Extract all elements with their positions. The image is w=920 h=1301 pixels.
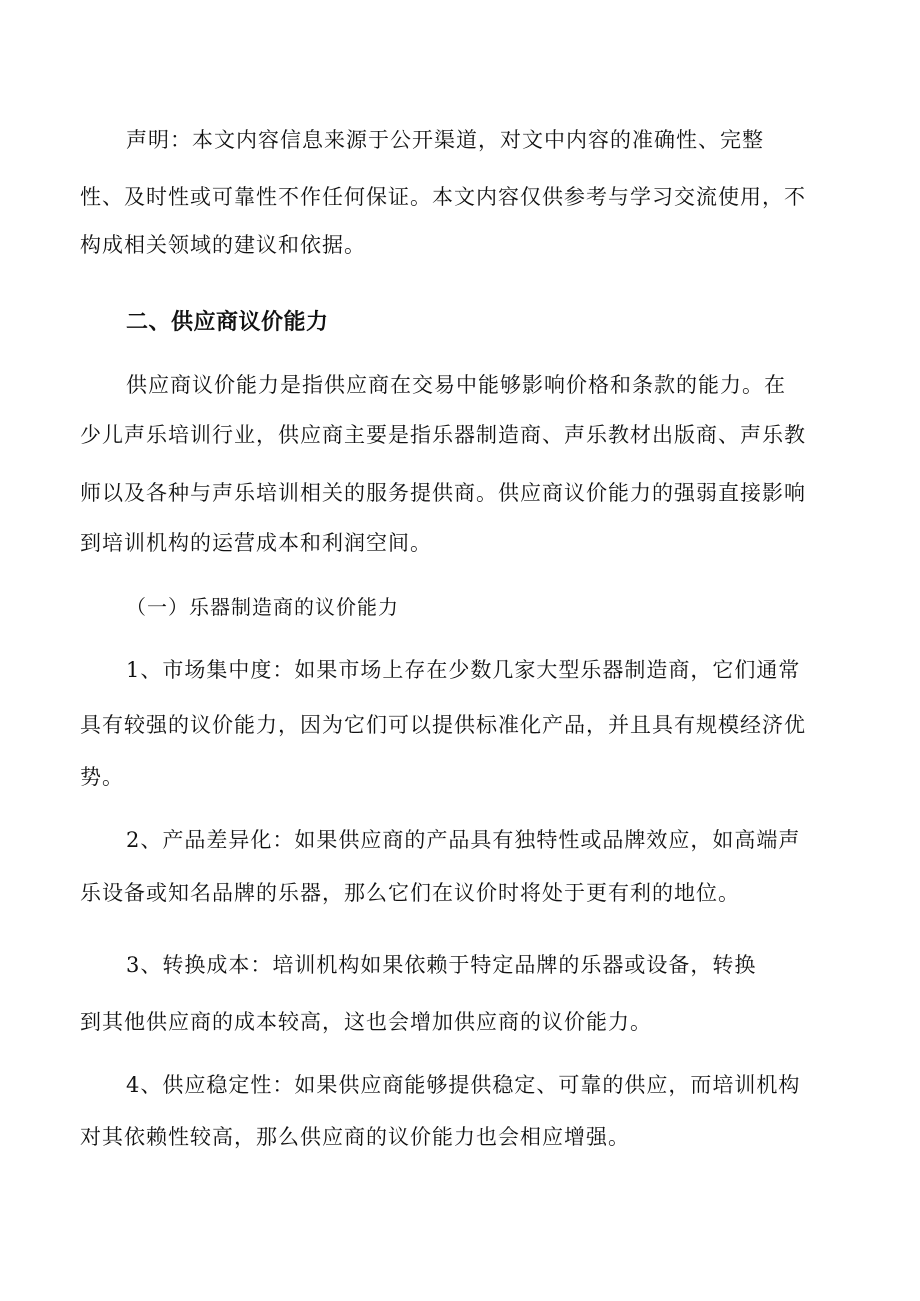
item-4-line-1: 4、供应稳定性：如果供应商能够提供稳定、可靠的供应，而培训机构 (126, 1073, 801, 1097)
item-1-line-1: 1、市场集中度：如果市场上存在少数几家大型乐器制造商，它们通常 (126, 658, 801, 682)
intro-line-3: 师以及各种与声乐培训相关的服务提供商。供应商议价能力的强弱直接影响 (80, 481, 806, 505)
intro-line-1: 供应商议价能力是指供应商在交易中能够影响价格和条款的能力。在 (126, 373, 786, 397)
section-title: 二、供应商议价能力 (126, 310, 329, 335)
disclaimer-line-3: 构成相关领域的建议和依据。 (80, 233, 366, 257)
item-3-line-2: 到其他供应商的成本较高，这也会增加供应商的议价能力。 (80, 1010, 652, 1034)
item-4-line-2: 对其依赖性较高，那么供应商的议价能力也会相应增强。 (80, 1125, 630, 1149)
intro-line-4: 到培训机构的运营成本和利润空间。 (80, 531, 432, 555)
item-2-line-1: 2、产品差异化：如果供应商的产品具有独特性或品牌效应，如高端声 (126, 828, 801, 852)
subsection-title: （一）乐器制造商的议价能力 (126, 595, 399, 619)
item-3-line-1: 3、转换成本：培训机构如果依赖于特定品牌的乐器或设备，转换 (126, 953, 757, 977)
intro-line-2: 少儿声乐培训行业，供应商主要是指乐器制造商、声乐教材出版商、声乐教 (80, 423, 806, 447)
disclaimer-line-2: 性、及时性或可靠性不作任何保证。本文内容仅供参考与学习交流使用，不 (80, 185, 806, 209)
item-1-line-2: 具有较强的议价能力，因为它们可以提供标准化产品，并且具有规模经济优 (80, 713, 806, 737)
disclaimer-line-1: 声明：本文内容信息来源于公开渠道，对文中内容的准确性、完整 (126, 128, 764, 152)
item-1-line-3: 势。 (80, 765, 124, 789)
item-2-line-2: 乐设备或知名品牌的乐器，那么它们在议价时将处于更有利的地位。 (80, 881, 740, 905)
